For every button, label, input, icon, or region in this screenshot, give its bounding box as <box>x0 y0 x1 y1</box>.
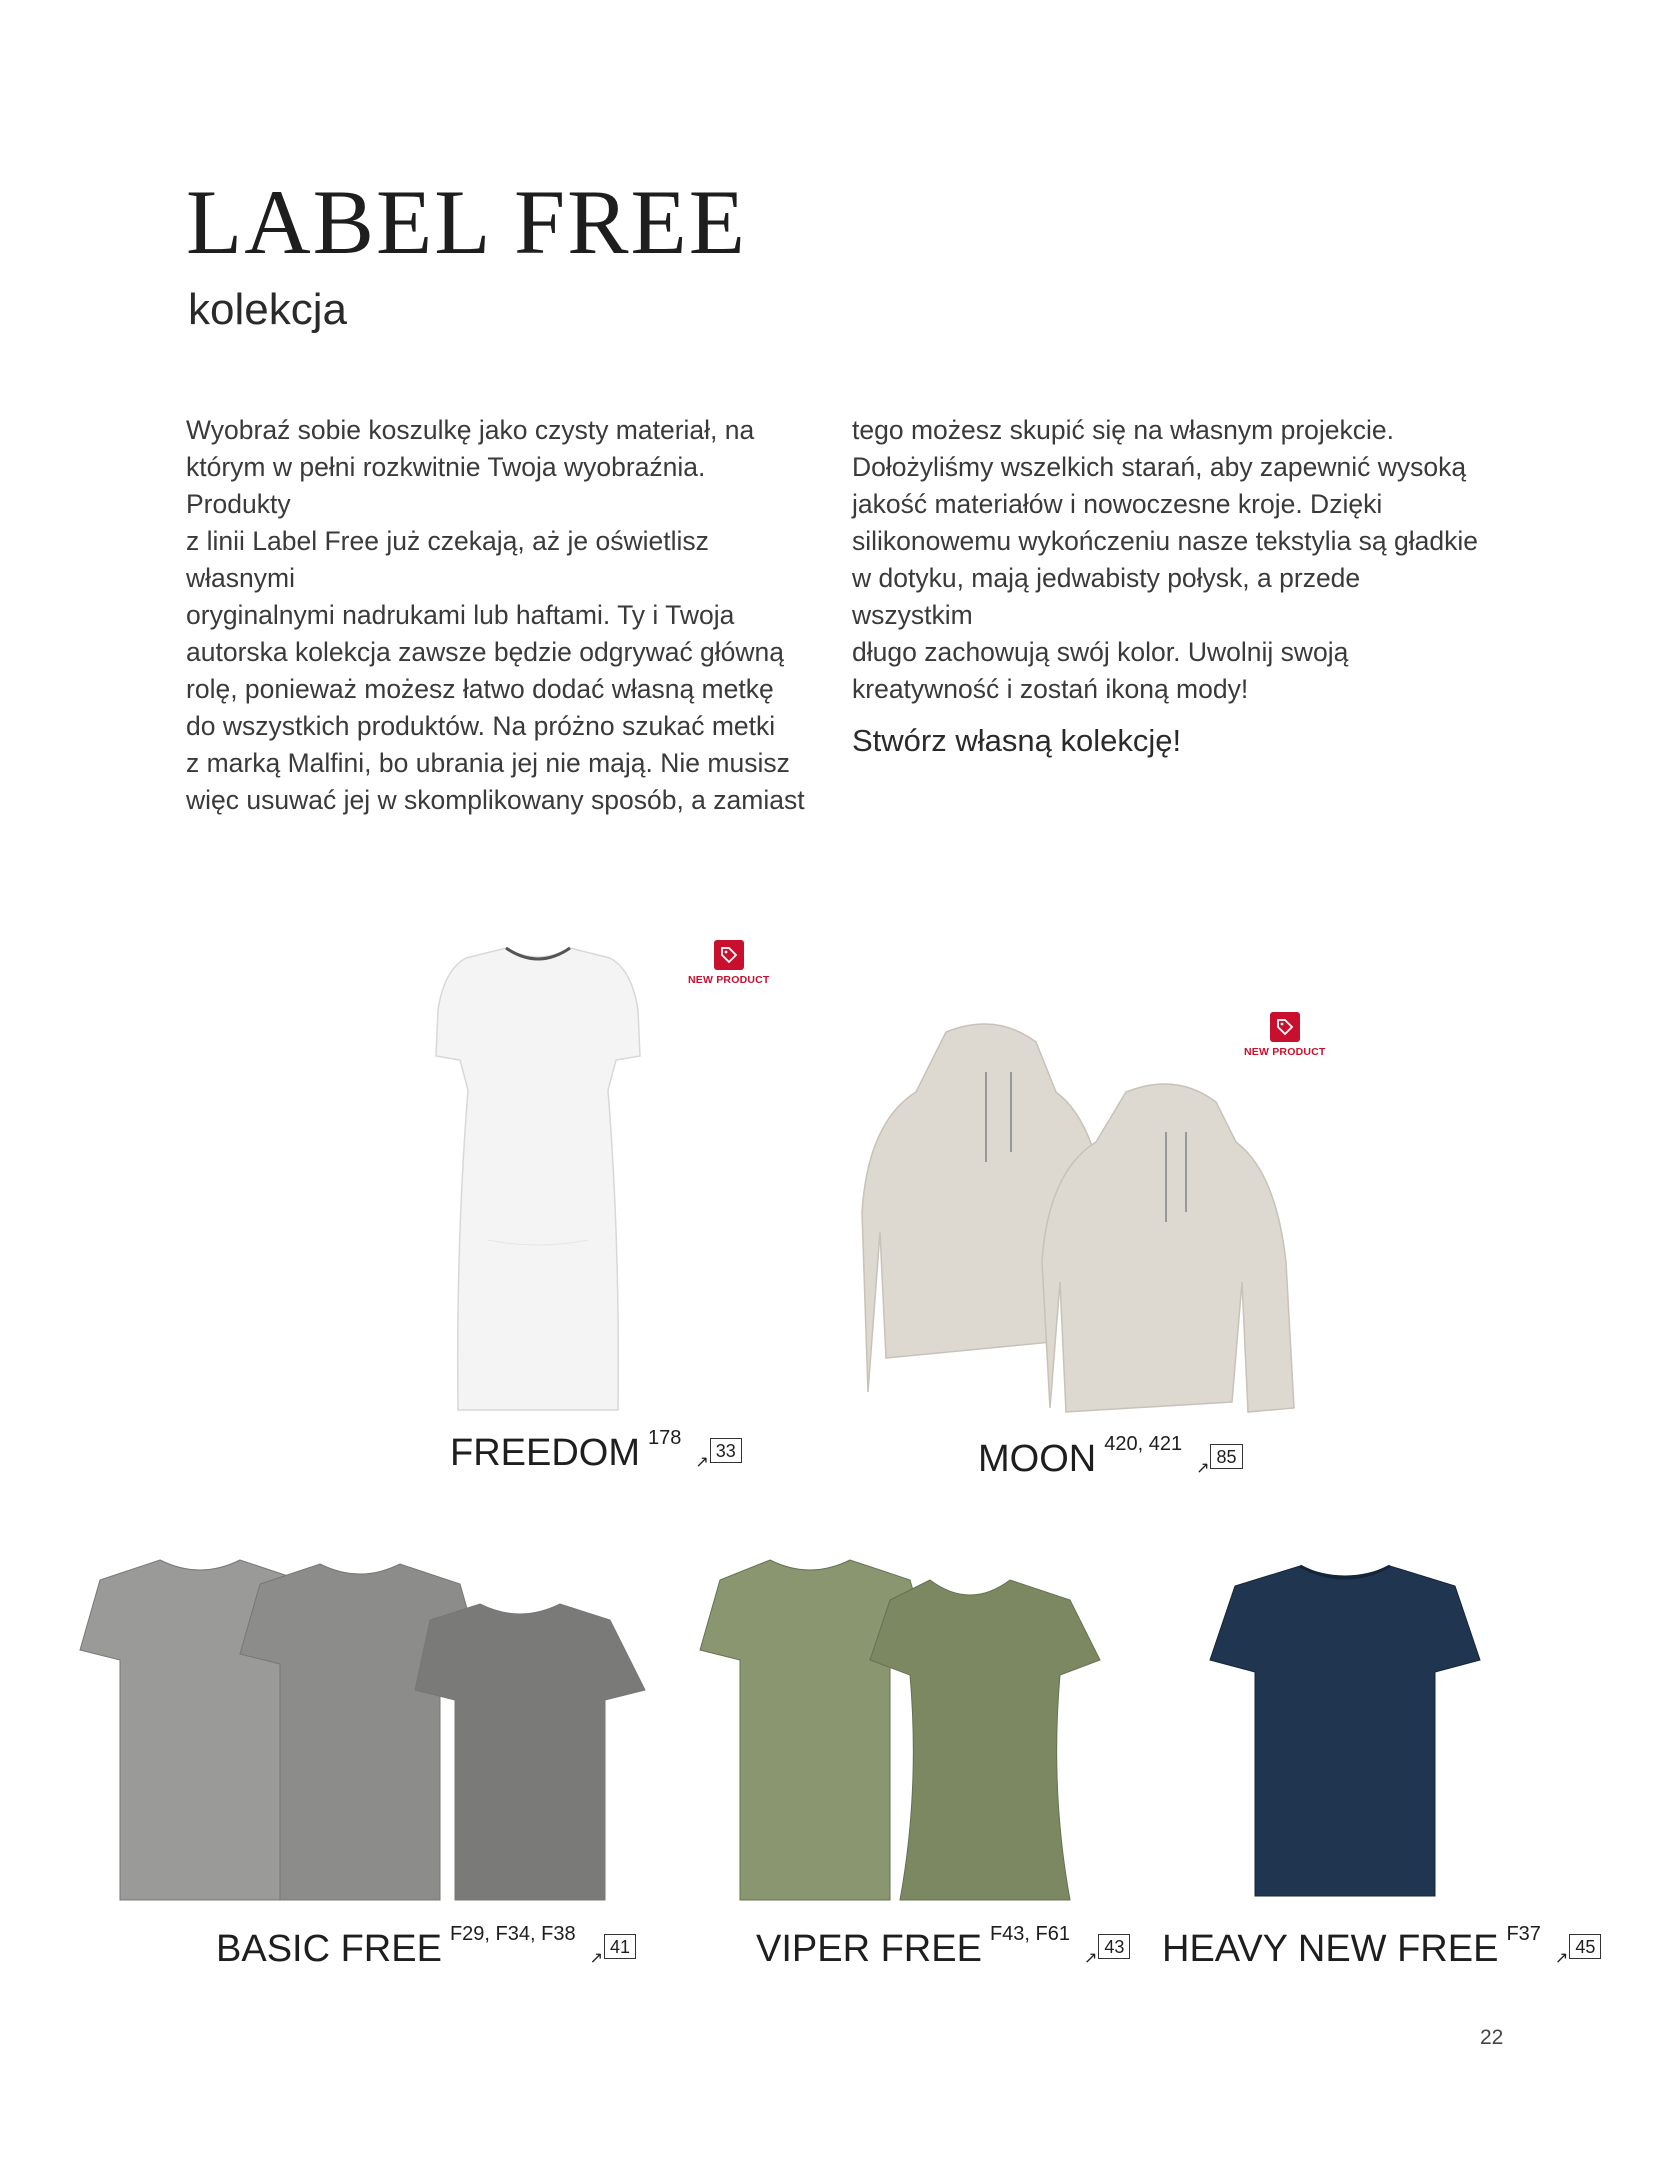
intro-line: jakość materiałów i nowoczesne kroje. Dzięki <box>852 489 1383 519</box>
moon-hoodies-image <box>856 1012 1316 1412</box>
arrow-icon: ↗ <box>1196 1459 1210 1477</box>
price-tag-icon <box>1270 1012 1300 1042</box>
page-reference[interactable]: ↗ 85 <box>1196 1444 1242 1469</box>
intro-line: więc usuwać jej w skomplikowany sposób, a zamiast <box>186 785 805 815</box>
intro-line: z marką Malfini, bo ubrania jej nie mają. Nie musisz <box>186 748 790 778</box>
intro-line: którym w pełni rozkwitnie Twoja wyobraźnia. Produkty <box>186 452 706 519</box>
arrow-icon: ↗ <box>1554 1949 1569 1967</box>
intro-line: Wyobraź sobie koszulkę jako czysty materiał, na <box>186 415 755 445</box>
product-codes: 420, 421 <box>1104 1433 1183 1455</box>
product-codes: F37 <box>1506 1923 1541 1945</box>
product-name: BASIC FREE <box>216 1928 442 1970</box>
intro-line: długo zachowują swój kolor. Uwolnij swoją <box>852 637 1349 667</box>
intro-line: oryginalnymi nadrukami lub haftami. Ty i Twoja <box>186 600 735 630</box>
page-reference[interactable]: ↗ 43 <box>1084 1934 1130 1959</box>
product-codes: F29, F34, F38 <box>449 1923 576 1945</box>
page-reference[interactable]: ↗ 41 <box>590 1934 636 1959</box>
freedom-dress-image <box>428 940 648 1420</box>
page-reference[interactable]: ↗ 45 <box>1555 1934 1601 1959</box>
intro-line: rolę, ponieważ możesz łatwo dodać własną metkę <box>186 674 774 704</box>
viper-free-tees-image <box>700 1550 1120 1910</box>
product-name: FREEDOM <box>450 1432 640 1474</box>
page-reference[interactable]: ↗ 33 <box>695 1438 741 1463</box>
intro-line: Dołożyliśmy wszelkich starań, aby zapewnić wysoką <box>852 452 1467 482</box>
product-codes: F43, F61 <box>989 1923 1070 1945</box>
intro-line: silikonowemu wykończeniu nasze tekstylia są gładkie <box>852 526 1478 556</box>
product-label-basic-free <box>216 1923 636 1970</box>
basic-free-tees-image <box>110 1550 650 1910</box>
intro-line: z linii Label Free już czekają, aż je oświetlisz własnymi <box>186 526 709 593</box>
product-label-freedom <box>450 1427 742 1474</box>
intro-line: kreatywność i zostań ikoną mody! <box>852 674 1249 704</box>
page-number: 22 <box>1480 2026 1504 2049</box>
product-label-heavy-new-free <box>1162 1923 1601 1970</box>
heavy-new-free-tee-image <box>1200 1560 1490 1900</box>
product-label-moon <box>978 1433 1243 1480</box>
arrow-icon: ↗ <box>1084 1949 1098 1967</box>
price-tag-icon <box>714 940 744 970</box>
product-name: HEAVY NEW FREE <box>1162 1928 1499 1970</box>
arrow-icon: ↗ <box>589 1949 603 1967</box>
intro-line: autorska kolekcja zawsze będzie odgrywać główną <box>186 637 785 667</box>
product-label-viper-free <box>756 1923 1130 1970</box>
intro-line: w dotyku, mają jedwabisty połysk, a przede wszystkim <box>852 563 1361 630</box>
product-codes: 178 <box>648 1427 682 1449</box>
intro-line: do wszystkich produktów. Na próżno szukać metki <box>186 711 776 741</box>
arrow-icon: ↗ <box>695 1453 709 1471</box>
new-product-badge: NEW PRODUCT <box>1244 1012 1326 1058</box>
product-name: VIPER FREE <box>756 1928 982 1970</box>
intro-column-2 <box>852 412 1482 759</box>
page-subtitle: kolekcja <box>188 285 347 334</box>
intro-line: tego możesz skupić się na własnym projekcie. <box>852 415 1395 445</box>
intro-column-1 <box>186 412 816 819</box>
call-to-action: Stwórz własną kolekcję! <box>852 723 1182 758</box>
new-product-badge: NEW PRODUCT <box>688 940 770 986</box>
page-title: LABEL FREE <box>186 171 747 273</box>
product-name: MOON <box>978 1438 1097 1480</box>
